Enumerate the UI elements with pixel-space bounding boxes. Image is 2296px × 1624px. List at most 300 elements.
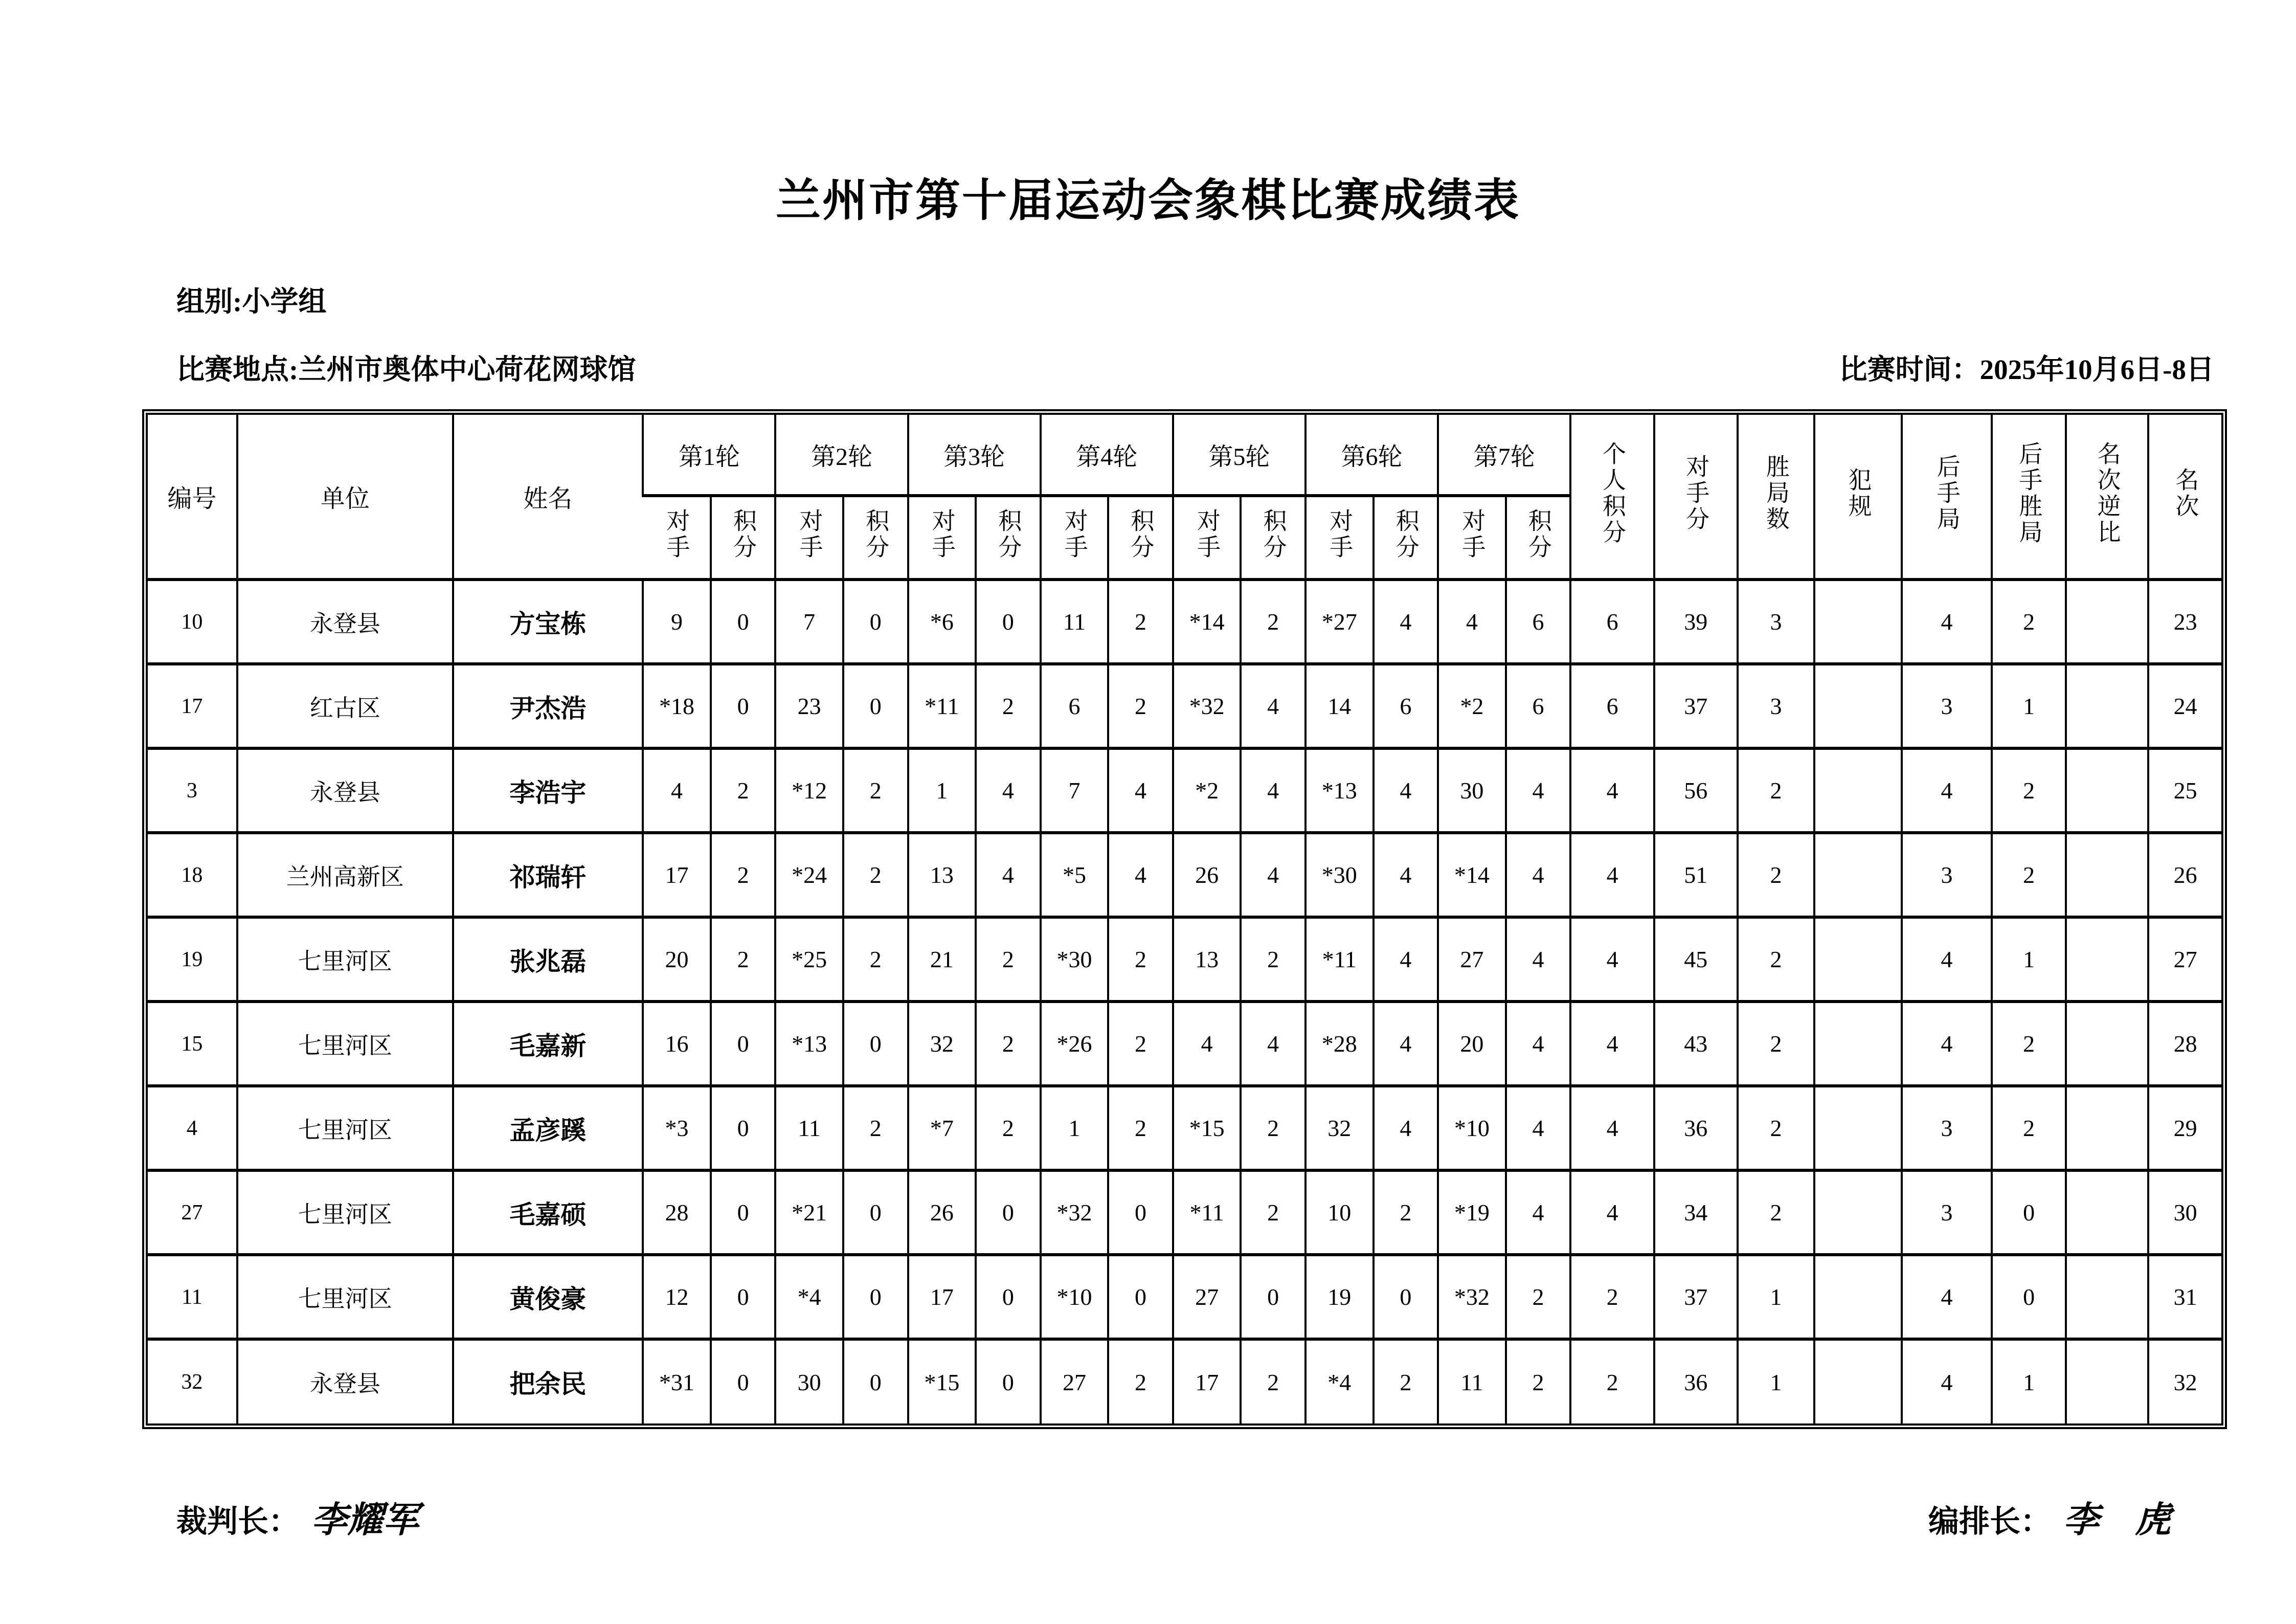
unit-cell: 七里河区 — [237, 1086, 453, 1170]
round-opponent-cell: *4 — [1305, 1339, 1374, 1423]
round-opponent-cell: 1 — [1041, 1086, 1109, 1170]
round-points-cell: 4 — [1374, 1002, 1438, 1086]
personal-points-cell: 4 — [1570, 748, 1654, 833]
round-points-cell: 2 — [1241, 580, 1305, 664]
round-opponent-cell: 17 — [908, 1255, 976, 1339]
sub-header-opponent-r7 — [1438, 496, 1506, 580]
round-opponent-cell: *32 — [1438, 1255, 1506, 1339]
col-header-round-7: 第7轮 — [1438, 415, 1570, 496]
sub-header-points-r7 — [1506, 496, 1571, 580]
round-opponent-cell: *13 — [775, 1002, 843, 1086]
round-opponent-cell: 23 — [775, 664, 843, 748]
wins-cell: 2 — [1738, 833, 1815, 917]
round-points-cell: 0 — [711, 1339, 776, 1423]
round-opponent-cell: *4 — [775, 1255, 843, 1339]
opponent-score-cell: 37 — [1654, 664, 1738, 748]
rank-text: 名次 — [2172, 467, 2199, 520]
results-grid — [148, 415, 2221, 1423]
foul-cell — [1814, 1255, 1902, 1339]
round-opponent-cell: 1 — [908, 748, 976, 833]
sub-header-points-r1 — [711, 496, 776, 580]
round-points-cell: 2 — [1108, 917, 1173, 1002]
sub-header-points-r2 — [843, 496, 908, 580]
black-games-cell: 3 — [1902, 664, 1992, 748]
player-name-cell: 张兆磊 — [453, 917, 643, 1002]
col-header-round-5: 第5轮 — [1173, 415, 1305, 496]
round-points-cell: 0 — [843, 1002, 908, 1086]
round-points-cell: 4 — [1374, 833, 1438, 917]
round-points-cell: 0 — [843, 1170, 908, 1255]
round-points-cell: 2 — [1108, 580, 1173, 664]
group-label: 组别:小学组 — [176, 286, 327, 317]
round-opponent-cell: 13 — [1173, 917, 1241, 1002]
personal-points-cell: 4 — [1570, 1170, 1654, 1255]
round-opponent-cell: 11 — [1041, 580, 1109, 664]
unit-cell: 永登县 — [237, 748, 453, 833]
table-row — [148, 580, 2221, 664]
wins-text: 胜局数 — [1763, 454, 1789, 532]
results-table — [142, 409, 2227, 1429]
round-points-cell: 0 — [976, 1255, 1041, 1339]
black-games-cell: 4 — [1902, 1002, 1992, 1086]
round-points-cell: 2 — [1108, 1086, 1173, 1170]
round-points-cell: 0 — [843, 664, 908, 748]
foul-cell — [1814, 748, 1902, 833]
round-points-cell: 4 — [1506, 833, 1571, 917]
opponent-score-cell: 39 — [1654, 580, 1738, 664]
round-opponent-cell: 32 — [908, 1002, 976, 1086]
personal-points-cell: 6 — [1570, 664, 1654, 748]
round-opponent-cell: 4 — [643, 748, 711, 833]
unit-cell: 七里河区 — [237, 1002, 453, 1086]
opponent-score-text: 对手分 — [1683, 454, 1709, 532]
black-games-cell: 4 — [1902, 748, 1992, 833]
round-points-cell: 0 — [711, 1170, 776, 1255]
round-points-cell: 4 — [1241, 833, 1305, 917]
sub-header-opponent-r3 — [908, 496, 976, 580]
round-points-cell: 2 — [976, 917, 1041, 1002]
player-id-cell: 17 — [148, 664, 237, 748]
round-opponent-cell: 27 — [1041, 1339, 1109, 1423]
col-header-rank — [2148, 415, 2221, 580]
round-opponent-cell: 30 — [775, 1339, 843, 1423]
black-games-cell: 4 — [1902, 917, 1992, 1002]
round-points-cell: 2 — [1506, 1255, 1571, 1339]
round-points-cell: 2 — [711, 917, 776, 1002]
round-opponent-cell: *18 — [643, 664, 711, 748]
round-points-cell: 4 — [1374, 917, 1438, 1002]
sub-header-opponent-r6 — [1305, 496, 1374, 580]
col-header-opponent-score — [1654, 415, 1738, 580]
sub-header-opponent-r4 — [1041, 496, 1109, 580]
round-opponent-cell: *15 — [908, 1339, 976, 1423]
page-title: 兰州市第十届运动会象棋比赛成绩表 — [775, 176, 1520, 226]
rank-cell: 24 — [2148, 664, 2221, 748]
player-id-cell: 32 — [148, 1339, 237, 1423]
black-games-cell: 3 — [1902, 833, 1992, 917]
tiebreak-cell — [2066, 664, 2148, 748]
table-row — [148, 1339, 2221, 1423]
foul-cell — [1814, 917, 1902, 1002]
round-points-cell: 0 — [711, 664, 776, 748]
round-points-cell: 0 — [976, 580, 1041, 664]
round-opponent-cell: 12 — [643, 1255, 711, 1339]
rank-cell: 28 — [2148, 1002, 2221, 1086]
signature-line — [176, 1491, 2171, 1543]
round-points-cell: 4 — [1506, 1170, 1571, 1255]
personal-points-text: 个人积分 — [1599, 441, 1626, 546]
round-opponent-cell: *14 — [1173, 580, 1241, 664]
round-points-cell: 0 — [843, 1339, 908, 1423]
round-points-cell: 2 — [976, 1086, 1041, 1170]
points-text: 积分 — [1392, 508, 1419, 561]
group-line — [176, 279, 326, 319]
round-opponent-cell: 26 — [908, 1170, 976, 1255]
table-row — [148, 748, 2221, 833]
unit-cell: 七里河区 — [237, 1255, 453, 1339]
round-opponent-cell: 10 — [1305, 1170, 1374, 1255]
round-opponent-cell: 4 — [1438, 580, 1506, 664]
points-text: 积分 — [1525, 508, 1551, 561]
round-points-cell: 4 — [1108, 748, 1173, 833]
time-label: 比赛时间：2025年10月6日-8日 — [1839, 354, 2214, 385]
round-points-cell: 2 — [843, 917, 908, 1002]
points-text: 积分 — [730, 508, 756, 561]
opponent-score-cell: 36 — [1654, 1339, 1738, 1423]
unit-cell: 七里河区 — [237, 1170, 453, 1255]
opponent-score-cell: 51 — [1654, 833, 1738, 917]
wins-cell: 2 — [1738, 1170, 1815, 1255]
round-opponent-cell: *13 — [1305, 748, 1374, 833]
rank-cell: 31 — [2148, 1255, 2221, 1339]
referee-signature-block — [176, 1491, 419, 1543]
black-wins-cell: 2 — [1992, 1002, 2066, 1086]
points-text: 积分 — [1260, 508, 1287, 561]
tiebreak-cell — [2066, 1086, 2148, 1170]
rank-cell: 25 — [2148, 748, 2221, 833]
table-row — [148, 1170, 2221, 1255]
unit-cell: 永登县 — [237, 580, 453, 664]
wins-cell: 2 — [1738, 1086, 1815, 1170]
round-opponent-cell: *31 — [643, 1339, 711, 1423]
round-opponent-cell: *11 — [1173, 1170, 1241, 1255]
col-header-tiebreak — [2066, 415, 2148, 580]
venue-label: 比赛地点:兰州市奥体中心荷花网球馆 — [176, 354, 636, 385]
sub-header-opponent-r2 — [775, 496, 843, 580]
opponent-text: 对手 — [929, 508, 955, 561]
round-points-cell: 4 — [1506, 1002, 1571, 1086]
round-opponent-cell: *30 — [1305, 833, 1374, 917]
player-name-cell: 李浩宇 — [453, 748, 643, 833]
player-id-cell: 27 — [148, 1170, 237, 1255]
round-points-cell: 4 — [1506, 748, 1571, 833]
opponent-text: 对手 — [1459, 508, 1485, 561]
round-opponent-cell: *14 — [1438, 833, 1506, 917]
tiebreak-text: 名次逆比 — [2094, 441, 2121, 546]
tiebreak-cell — [2066, 1002, 2148, 1086]
round-points-cell: 2 — [1108, 1339, 1173, 1423]
round-points-cell: 2 — [1374, 1170, 1438, 1255]
round-points-cell: 0 — [976, 1339, 1041, 1423]
round-opponent-cell: *11 — [908, 664, 976, 748]
opponent-text: 对手 — [1326, 508, 1353, 561]
points-text: 积分 — [1128, 508, 1154, 561]
rank-cell: 30 — [2148, 1170, 2221, 1255]
round-opponent-cell: *3 — [643, 1086, 711, 1170]
round-points-cell: 2 — [1241, 917, 1305, 1002]
wins-cell: 1 — [1738, 1255, 1815, 1339]
round-points-cell: 4 — [1241, 748, 1305, 833]
round-points-cell: 0 — [843, 580, 908, 664]
table-row — [148, 1002, 2221, 1086]
opponent-score-cell: 45 — [1654, 917, 1738, 1002]
black-wins-cell: 2 — [1992, 833, 2066, 917]
round-points-cell: 2 — [1241, 1170, 1305, 1255]
round-points-cell: 4 — [1241, 664, 1305, 748]
round-opponent-cell: *28 — [1305, 1002, 1374, 1086]
round-points-cell: 2 — [976, 1002, 1041, 1086]
round-opponent-cell: *12 — [775, 748, 843, 833]
personal-points-cell: 2 — [1570, 1339, 1654, 1423]
points-text: 积分 — [863, 508, 889, 561]
arranger-signature: 李 虎 — [2063, 1498, 2171, 1541]
round-opponent-cell: 32 — [1305, 1086, 1374, 1170]
round-points-cell: 4 — [1374, 748, 1438, 833]
rank-cell: 23 — [2148, 580, 2221, 664]
round-opponent-cell: *25 — [775, 917, 843, 1002]
round-points-cell: 4 — [1374, 1086, 1438, 1170]
player-id-cell: 18 — [148, 833, 237, 917]
round-points-cell: 2 — [843, 748, 908, 833]
tiebreak-cell — [2066, 1255, 2148, 1339]
referee-label: 裁判长： — [176, 1505, 299, 1539]
player-name-cell: 孟彦蹊 — [453, 1086, 643, 1170]
round-points-cell: 2 — [1506, 1339, 1571, 1423]
round-opponent-cell: *11 — [1305, 917, 1374, 1002]
col-header-unit: 单位 — [237, 415, 453, 580]
col-header-id: 编号 — [167, 485, 217, 513]
player-name-cell: 把余民 — [453, 1339, 643, 1423]
round-points-cell: 0 — [1108, 1170, 1173, 1255]
personal-points-cell: 4 — [1570, 917, 1654, 1002]
round-points-cell: 0 — [1374, 1255, 1438, 1339]
round-opponent-cell: 30 — [1438, 748, 1506, 833]
round-points-cell: 4 — [1506, 1086, 1571, 1170]
unit-cell: 红古区 — [237, 664, 453, 748]
referee-signature: 李耀军 — [311, 1498, 419, 1541]
sub-header-points-r4 — [1108, 496, 1173, 580]
personal-points-cell: 4 — [1570, 1002, 1654, 1086]
round-opponent-cell: 4 — [1173, 1002, 1241, 1086]
header-row-1 — [148, 415, 2221, 496]
black-wins-cell: 2 — [1992, 748, 2066, 833]
round-points-cell: 4 — [1374, 580, 1438, 664]
player-name-cell: 尹杰浩 — [453, 664, 643, 748]
round-points-cell: 2 — [976, 664, 1041, 748]
foul-cell — [1814, 580, 1902, 664]
black-games-cell: 3 — [1902, 1086, 1992, 1170]
round-points-cell: 6 — [1374, 664, 1438, 748]
sub-header-opponent-r1 — [643, 496, 711, 580]
table-row — [148, 664, 2221, 748]
round-opponent-cell: *15 — [1173, 1086, 1241, 1170]
foul-cell — [1814, 833, 1902, 917]
col-header-round-2: 第2轮 — [775, 415, 908, 496]
sub-header-points-r6 — [1374, 496, 1438, 580]
tiebreak-cell — [2066, 748, 2148, 833]
opponent-score-cell: 34 — [1654, 1170, 1738, 1255]
round-opponent-cell: 19 — [1305, 1255, 1374, 1339]
round-opponent-cell: *32 — [1173, 664, 1241, 748]
round-opponent-cell: *6 — [908, 580, 976, 664]
col-header-round-4: 第4轮 — [1041, 415, 1173, 496]
round-opponent-cell: 20 — [643, 917, 711, 1002]
rank-cell: 32 — [2148, 1339, 2221, 1423]
opponent-text: 对手 — [1194, 508, 1220, 561]
round-points-cell: 4 — [976, 748, 1041, 833]
col-header-black-wins — [1992, 415, 2066, 580]
rank-cell: 27 — [2148, 917, 2221, 1002]
round-opponent-cell: 11 — [1438, 1339, 1506, 1423]
col-header-round-1: 第1轮 — [643, 415, 775, 496]
round-points-cell: 2 — [1108, 664, 1173, 748]
sub-header-points-r5 — [1241, 496, 1305, 580]
foul-cell — [1814, 1002, 1902, 1086]
round-opponent-cell: *30 — [1041, 917, 1109, 1002]
tiebreak-cell — [2066, 580, 2148, 664]
tiebreak-cell — [2066, 917, 2148, 1002]
round-points-cell: 0 — [976, 1170, 1041, 1255]
opponent-score-cell: 56 — [1654, 748, 1738, 833]
sub-header-points-r3 — [976, 496, 1041, 580]
round-points-cell: 2 — [711, 748, 776, 833]
col-header-round-6: 第6轮 — [1305, 415, 1438, 496]
round-points-cell: 0 — [711, 1255, 776, 1339]
round-points-cell: 2 — [843, 833, 908, 917]
round-opponent-cell: 7 — [775, 580, 843, 664]
personal-points-cell: 4 — [1570, 1086, 1654, 1170]
unit-cell: 兰州高新区 — [237, 833, 453, 917]
round-opponent-cell: 9 — [643, 580, 711, 664]
wins-cell: 3 — [1738, 664, 1815, 748]
player-name-cell: 祁瑞轩 — [453, 833, 643, 917]
col-header-wins — [1738, 415, 1815, 580]
tiebreak-cell — [2066, 833, 2148, 917]
round-opponent-cell: *7 — [908, 1086, 976, 1170]
round-points-cell: 4 — [976, 833, 1041, 917]
round-points-cell: 2 — [843, 1086, 908, 1170]
black-wins-cell: 1 — [1992, 664, 2066, 748]
venue-time-line — [176, 347, 2214, 387]
round-points-cell: 2 — [711, 833, 776, 917]
opponent-score-cell: 43 — [1654, 1002, 1738, 1086]
round-opponent-cell: *21 — [775, 1170, 843, 1255]
round-opponent-cell: *5 — [1041, 833, 1109, 917]
player-name-cell: 毛嘉硕 — [453, 1170, 643, 1255]
col-header-black-games — [1902, 415, 1992, 580]
black-games-cell: 4 — [1902, 1255, 1992, 1339]
rank-cell: 26 — [2148, 833, 2221, 917]
foul-cell — [1814, 1339, 1902, 1423]
round-points-cell: 0 — [843, 1255, 908, 1339]
round-opponent-cell: *26 — [1041, 1002, 1109, 1086]
black-wins-cell: 2 — [1992, 580, 2066, 664]
black-games-cell: 3 — [1902, 1170, 1992, 1255]
player-id-cell: 11 — [148, 1255, 237, 1339]
table-row — [148, 1086, 2221, 1170]
round-opponent-cell: 17 — [643, 833, 711, 917]
round-points-cell: 2 — [1108, 1002, 1173, 1086]
col-header-personal-points — [1570, 415, 1654, 580]
player-name-cell: 毛嘉新 — [453, 1002, 643, 1086]
sub-header-opponent-r5 — [1173, 496, 1241, 580]
opponent-score-cell: 36 — [1654, 1086, 1738, 1170]
wins-cell: 2 — [1738, 748, 1815, 833]
round-points-cell: 4 — [1108, 833, 1173, 917]
black-wins-cell: 0 — [1992, 1255, 2066, 1339]
round-points-cell: 6 — [1506, 580, 1571, 664]
round-opponent-cell: *2 — [1438, 664, 1506, 748]
player-id-cell: 15 — [148, 1002, 237, 1086]
round-opponent-cell: 27 — [1438, 917, 1506, 1002]
player-id-cell: 4 — [148, 1086, 237, 1170]
round-opponent-cell: 26 — [1173, 833, 1241, 917]
round-opponent-cell: *10 — [1041, 1255, 1109, 1339]
round-opponent-cell: 27 — [1173, 1255, 1241, 1339]
round-opponent-cell: 20 — [1438, 1002, 1506, 1086]
tiebreak-cell — [2066, 1170, 2148, 1255]
round-opponent-cell: 11 — [775, 1086, 843, 1170]
round-opponent-cell: *27 — [1305, 580, 1374, 664]
opponent-text: 对手 — [1061, 508, 1088, 561]
round-opponent-cell: *32 — [1041, 1170, 1109, 1255]
black-wins-cell: 1 — [1992, 1339, 2066, 1423]
round-points-cell: 0 — [1241, 1255, 1305, 1339]
round-points-cell: 2 — [1241, 1339, 1305, 1423]
opponent-score-cell: 37 — [1654, 1255, 1738, 1339]
player-id-cell: 3 — [148, 748, 237, 833]
black-wins-cell: 1 — [1992, 917, 2066, 1002]
black-wins-text: 后手胜局 — [2016, 441, 2042, 546]
round-points-cell: 4 — [1241, 1002, 1305, 1086]
personal-points-cell: 6 — [1570, 580, 1654, 664]
personal-points-cell: 2 — [1570, 1255, 1654, 1339]
unit-cell: 永登县 — [237, 1339, 453, 1423]
black-games-cell: 4 — [1902, 580, 1992, 664]
round-opponent-cell: *10 — [1438, 1086, 1506, 1170]
player-id-cell: 10 — [148, 580, 237, 664]
round-points-cell: 0 — [711, 580, 776, 664]
col-header-round-3: 第3轮 — [908, 415, 1041, 496]
arranger-signature-block — [1928, 1491, 2171, 1543]
foul-cell — [1814, 1086, 1902, 1170]
opponent-text: 对手 — [796, 508, 823, 561]
round-opponent-cell: 6 — [1041, 664, 1109, 748]
unit-cell: 七里河区 — [237, 917, 453, 1002]
col-header-foul — [1814, 415, 1902, 580]
round-opponent-cell: 13 — [908, 833, 976, 917]
wins-cell: 1 — [1738, 1339, 1815, 1423]
black-games-text: 后手局 — [1933, 454, 1960, 532]
round-opponent-cell: 17 — [1173, 1339, 1241, 1423]
table-row — [148, 917, 2221, 1002]
round-opponent-cell: 14 — [1305, 664, 1374, 748]
col-header-name: 姓名 — [453, 415, 643, 580]
points-text: 积分 — [995, 508, 1022, 561]
player-name-cell: 黄俊豪 — [453, 1255, 643, 1339]
round-opponent-cell: 16 — [643, 1002, 711, 1086]
round-opponent-cell: *19 — [1438, 1170, 1506, 1255]
